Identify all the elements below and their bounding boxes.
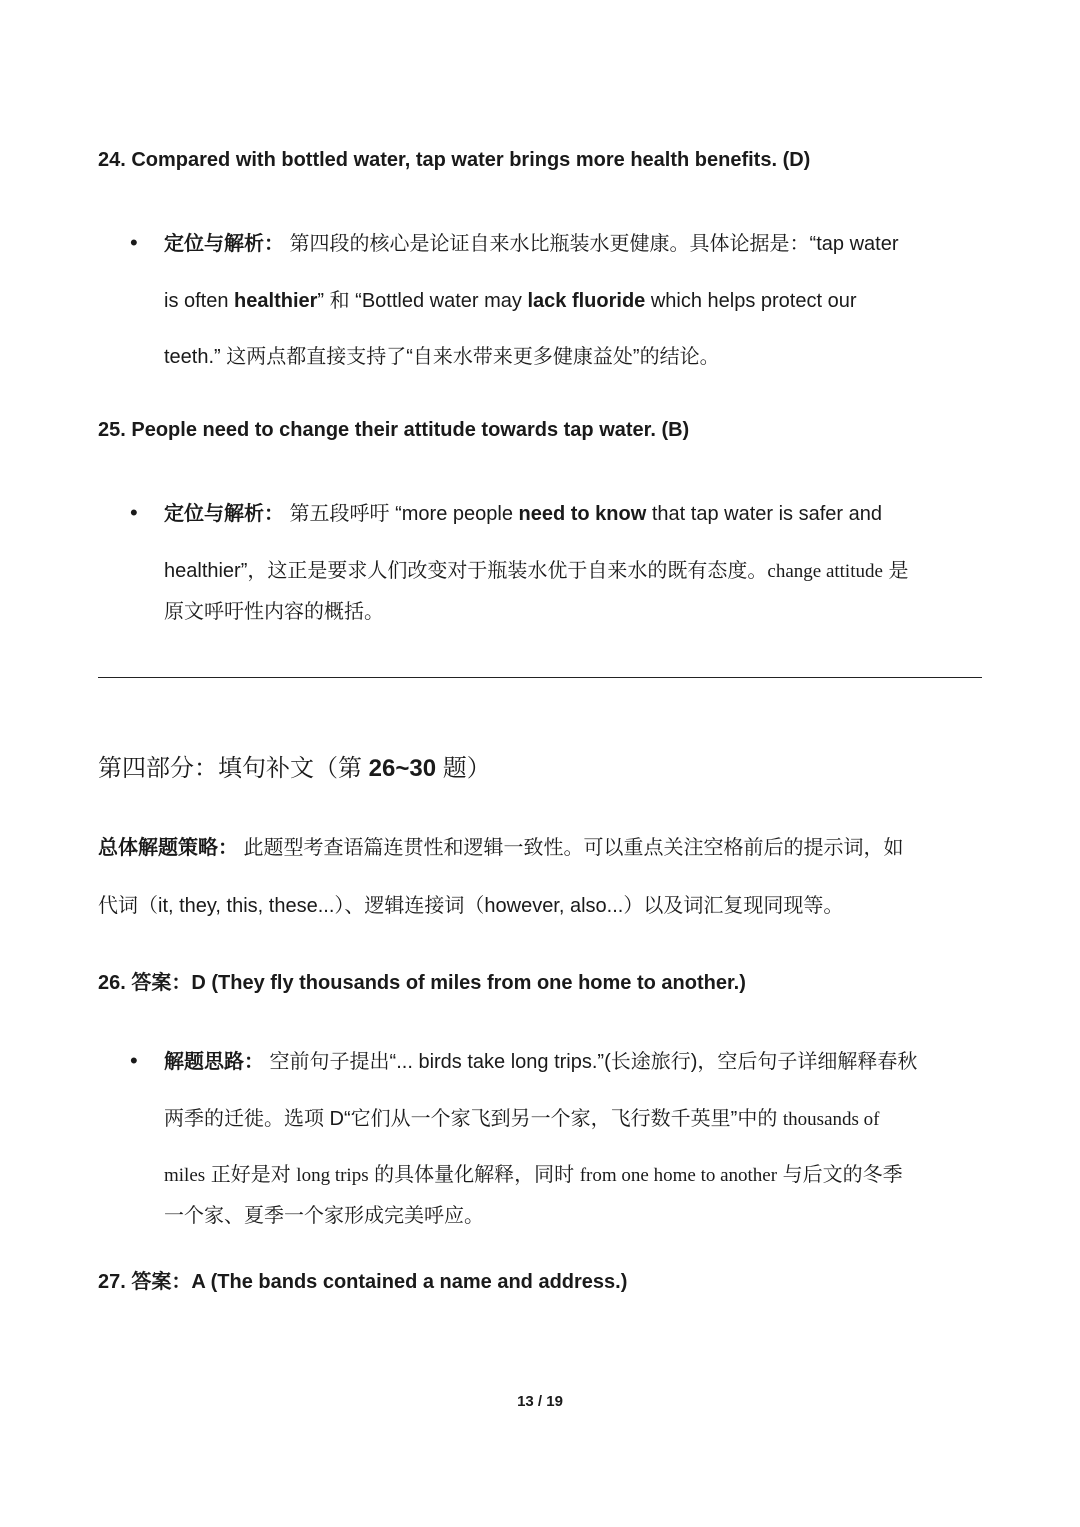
q26-text-3c: long trips [296,1165,369,1186]
q25-text-2c: 是 [882,560,909,582]
heading-part-a: 第四部分：填句补文（第 [98,755,369,782]
q26-text-3f: 与后文的冬季 [777,1164,903,1186]
q25-text-1c: that tap water is safer and [646,503,882,525]
strategy-line-2: 代词（it, they, this, these...）、逻辑连接词（however, also...）以及词汇复现同现等。 [98,895,844,917]
q25-text-2a: healthier”，这正是要求人们改变对于瓶装水优于自来水的既有态度。 [164,560,768,582]
bullet-icon: • [130,1048,138,1073]
q24-line-3: teeth.” 这两点都直接支持了“自来水带来更多健康益处”的结论。 [164,346,720,368]
section-4-heading [98,748,491,783]
q24-text-2c: ” 和 “Bottled water may [317,290,528,312]
q24-label: 定位与解析： [164,233,284,255]
q25-line-2 [164,554,908,583]
q26-text-3d: 的具体量化解释，同时 [368,1164,580,1186]
strategy-label: 总体解题策略： [98,837,238,859]
strategy-text-1: 此题型考查语篇连贯性和逻辑一致性。可以重点关注空格前后的提示词，如 [238,837,904,859]
page-number: 13 / 19 [517,1393,563,1410]
q26-text-3a: miles [164,1165,206,1186]
q25-label: 定位与解析： [164,503,284,525]
q24-text-2d: lack fluoride [527,290,646,312]
q24-line-1 [164,227,898,256]
bullet-icon: • [130,230,138,255]
q26-line-3 [164,1158,903,1187]
q24-text-2e: which helps protect our [645,290,857,312]
q26-line-1 [164,1045,917,1074]
bullet-icon: • [130,500,138,525]
q25-line-3: 原文呼吁性内容的概括。 [164,601,384,623]
q25-text-1b: need to know [518,503,647,525]
q26-text-3b: 正好是对 [205,1164,297,1186]
q26-line-2 [164,1102,879,1131]
q26-text-1: 空前句子提出“... birds take long trips.”(长途旅行)，空后句子详细解释春秋 [264,1051,918,1073]
q25-text-2b: change attitude [767,561,883,582]
q24-text-2a: is often [164,290,235,312]
q26-text-2b: thousands of [782,1109,880,1130]
q25-text-1a: 第五段呼吁 “more people [284,503,519,525]
heading-part-c: 题） [436,755,491,782]
q26-text-2a: 两季的迁徙。选项 D“它们从一个家飞到另一个家，飞行数千英里”中的 [164,1108,783,1130]
question-26-title: 26. 答案：D (They fly thousands of miles from one home to another.) [98,972,746,994]
q26-label: 解题思路： [164,1051,264,1073]
q24-text-1: 第四段的核心是论证自来水比瓶装水更健康。具体论据是：“tap water [284,233,899,255]
q26-text-3e: from one home to another [579,1165,778,1186]
strategy-line-1 [98,831,904,860]
q24-line-2 [164,284,857,313]
q26-line-4: 一个家、夏季一个家形成完美呼应。 [164,1205,484,1227]
section-divider [98,677,982,678]
q25-line-1 [164,497,882,526]
heading-part-b: 26~30 [368,755,437,782]
question-25-title: 25. People need to change their attitude towards tap water. (B) [98,419,690,441]
question-27-title: 27. 答案：A (The bands contained a name and address.) [98,1271,628,1293]
q24-text-2b: healthier [234,290,318,312]
question-24-title: 24. Compared with bottled water, tap water brings more health benefits. (D) [98,149,811,171]
